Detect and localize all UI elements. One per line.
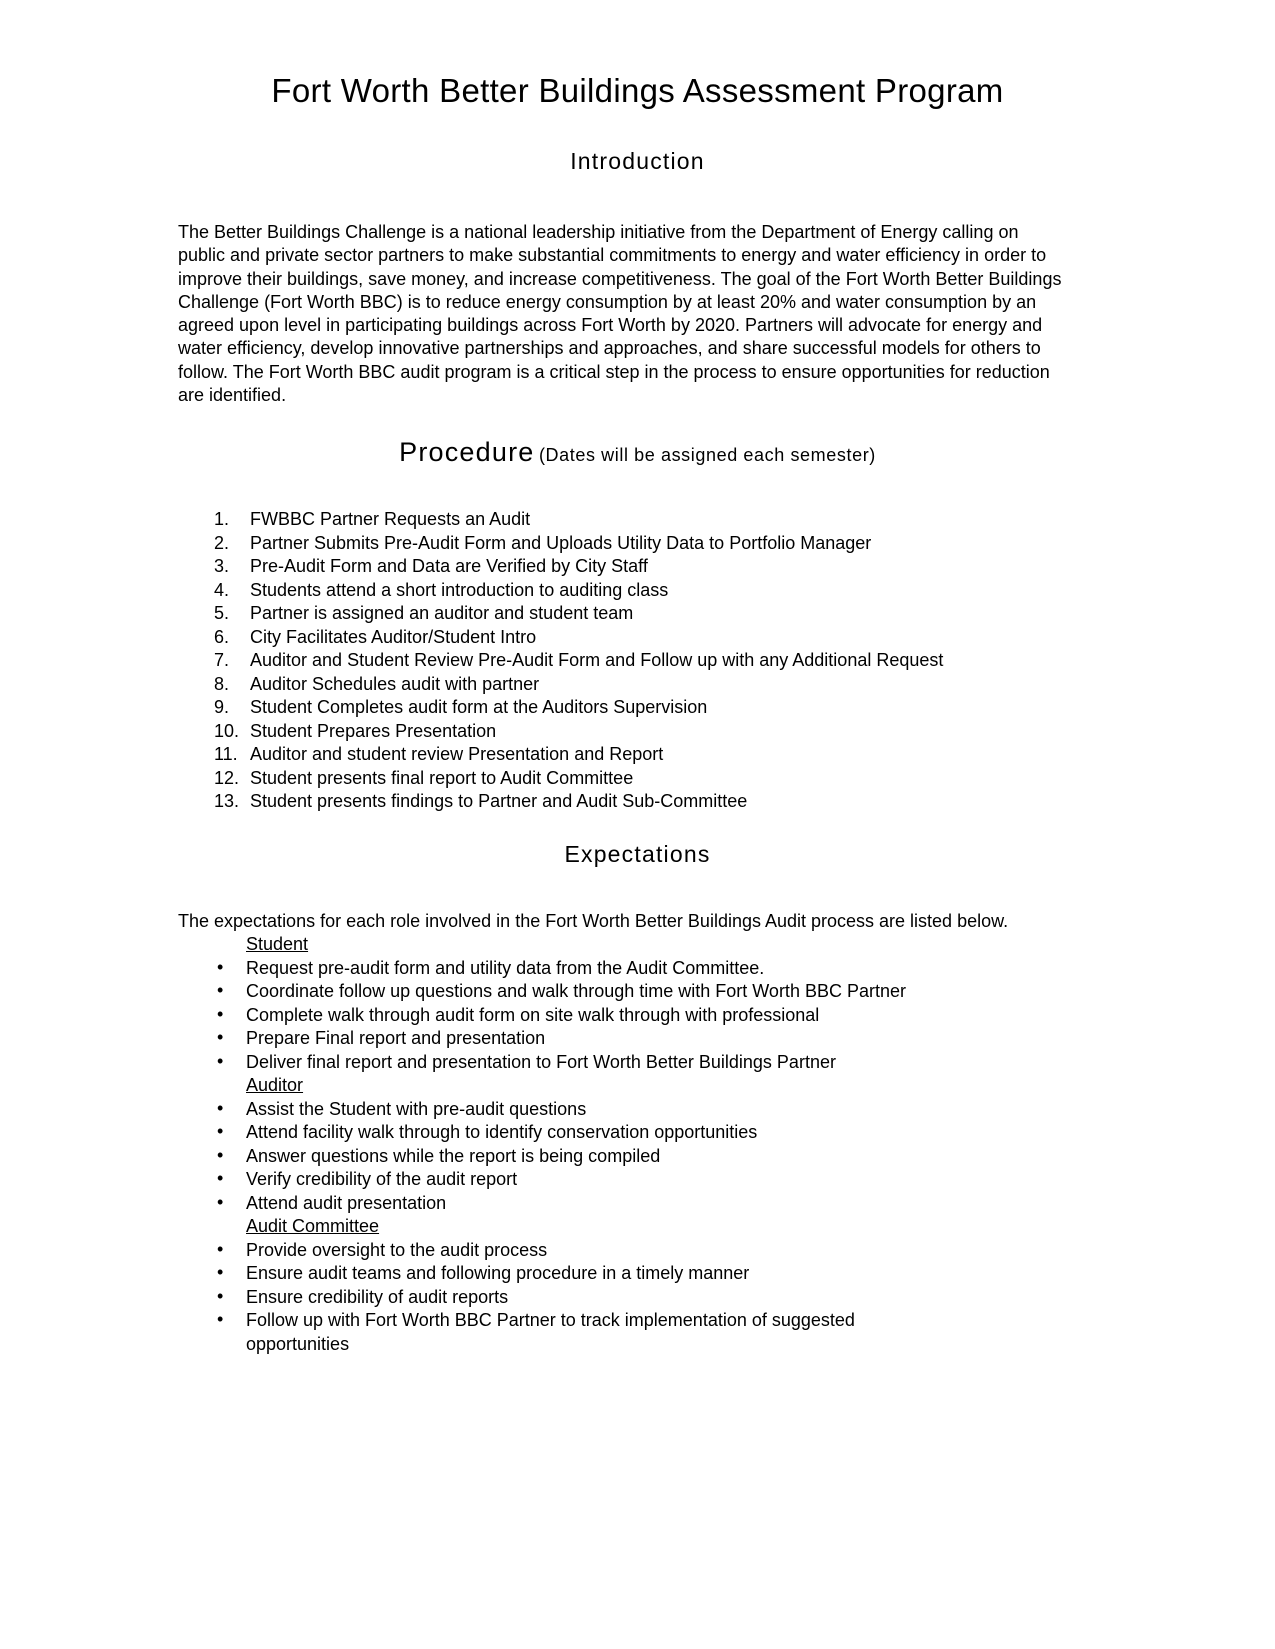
bullet-text: Ensure audit teams and following procedure in a timely manner [246,1263,750,1284]
step-text: Partner Submits Pre-Audit Form and Uploads Utility Data to Portfolio Manager [250,532,872,553]
procedure-step [178,767,1097,791]
bullet-text: Attend audit presentation [246,1192,447,1213]
step-number: 3. [214,556,230,577]
step-text: Student presents findings to Partner and Audit Sub-Committee [250,791,748,812]
bullet-item [178,1309,940,1356]
step-text: Student presents final report to Audit Committee [250,767,634,788]
step-text: Student Completes audit form at the Auditors Supervision [250,697,708,718]
bullet-icon: • [217,1238,224,1259]
bullet-icon: • [217,956,224,977]
bullet-item [178,1262,940,1286]
bullet-text: Verify credibility of the audit report [246,1169,518,1190]
bullet-item [178,1004,940,1028]
step-text: Students attend a short introduction to auditing class [250,579,669,600]
bullet-item [178,1121,940,1145]
step-number: 13. [214,791,240,812]
procedure-step [178,649,1097,673]
document-title: Fort Worth Better Buildings Assessment Program [271,72,1004,109]
procedure-step [178,743,1097,767]
bullet-icon: • [217,1097,224,1118]
bullet-item [178,980,940,1004]
role-bullet-list [178,1098,940,1216]
bullet-text: Ensure credibility of audit reports [246,1286,509,1307]
bullet-item [178,1027,940,1051]
bullet-text: Assist the Student with pre-audit questions [246,1098,587,1119]
introduction-heading: Introduction [570,148,705,174]
bullet-text: Coordinate follow up questions and walk through time with Fort Worth BBC Partner [246,981,906,1002]
step-number: 2. [214,532,230,553]
step-number: 11. [214,744,238,765]
step-number: 12. [214,767,240,788]
step-text: Auditor and Student Review Pre-Audit Form and Follow up with any Additional Request [250,650,944,671]
step-text: Auditor Schedules audit with partner [250,673,540,694]
bullet-icon: • [217,1027,224,1048]
expectations-heading: Expectations [564,840,711,867]
step-text: Student Prepares Presentation [250,720,497,741]
step-number: 7. [214,650,230,671]
step-text: Pre-Audit Form and Data are Verified by City Staff [250,556,648,577]
expectations-roles [178,933,940,1356]
bullet-icon: • [217,1309,224,1330]
step-number: 6. [214,626,230,647]
step-number: 4. [214,579,230,600]
procedure-step [178,790,1097,814]
step-text: Auditor and student review Presentation and Report [250,744,664,765]
bullet-icon: • [217,1121,224,1142]
step-number: 1. [214,509,230,530]
role-heading: Auditor [246,1075,304,1096]
step-number: 5. [214,603,230,624]
procedure-step [178,508,1097,532]
bullet-icon: • [217,1050,224,1071]
role-heading: Audit Committee [246,1216,380,1237]
procedure-step [178,720,1097,744]
procedure-step [178,555,1097,579]
bullet-text: Attend facility walk through to identify conservation opportunities [246,1122,758,1143]
bullet-item [178,957,940,981]
bullet-icon: • [217,1144,224,1165]
bullet-item [178,1286,940,1310]
step-text: FWBBC Partner Requests an Audit [250,509,531,530]
role-bullet-list [178,957,940,1075]
bullet-item [178,1239,940,1263]
bullet-item [178,1098,940,1122]
procedure-step [178,579,1097,603]
role-heading: Student [246,934,309,955]
procedure-heading-text: Procedure [399,437,535,468]
bullet-item [178,1051,940,1075]
bullet-icon: • [217,1191,224,1212]
bullet-text: Prepare Final report and presentation [246,1028,546,1049]
role-bullet-list [178,1239,940,1357]
bullet-icon: • [217,1168,224,1189]
bullet-text: Complete walk through audit form on site walk through with professional [246,1004,820,1025]
step-text: City Facilitates Auditor/Student Intro [250,626,537,647]
bullet-text: Provide oversight to the audit process [246,1239,548,1260]
procedure-heading-note: (Dates will be assigned each semester) [538,445,876,466]
procedure-step [178,626,1097,650]
bullet-item [178,1145,940,1169]
bullet-icon: • [217,980,224,1001]
bullet-item [178,1168,940,1192]
procedure-heading [178,436,1097,473]
step-number: 8. [214,673,230,694]
bullet-icon: • [217,1285,224,1306]
procedure-step [178,673,1097,697]
bullet-icon: • [217,1003,224,1024]
bullet-icon: • [217,1262,224,1283]
bullet-text: Deliver final report and presentation to Fort Worth Better Buildings Partner [246,1051,836,1072]
procedure-step [178,602,1097,626]
step-number: 10. [214,720,240,741]
bullet-text: Request pre-audit form and utility data from the Audit Committee. [246,957,765,978]
bullet-text: Follow up with Fort Worth BBC Partner to track implementation of suggested opportunities [246,1310,855,1354]
bullet-item [178,1192,940,1216]
procedure-step [178,532,1097,556]
expectations-intro: The expectations for each role involved in the Fort Worth Better Buildings Audit process are listed below. [178,910,1009,931]
procedure-step [178,696,1097,720]
bullet-text: Answer questions while the report is being compiled [246,1145,661,1166]
step-number: 9. [214,697,230,718]
procedure-list [178,508,1097,814]
introduction-paragraph: The Better Buildings Challenge is a national leadership initiative from the Department of Energy calling on public and private sector partners to make substantial commitments to energy and water efficiency in order to improve their buildings, save money, and increase competitiveness. The goal of the Fort Worth Better Buildings Challenge (Fort Worth BBC) is to reduce energy consumption by at least 20% and water consumption by an agreed upon level in participating buildings across Fort Worth by 2020. Partners will advocate for energy and water efficiency, develop innovative partnerships and approaches, and share successful models for others to follow. The Fort Worth BBC audit program is a critical step in the process to ensure opportunities for reduction are identified. [178,222,1062,406]
step-text: Partner is assigned an auditor and student team [250,603,634,624]
